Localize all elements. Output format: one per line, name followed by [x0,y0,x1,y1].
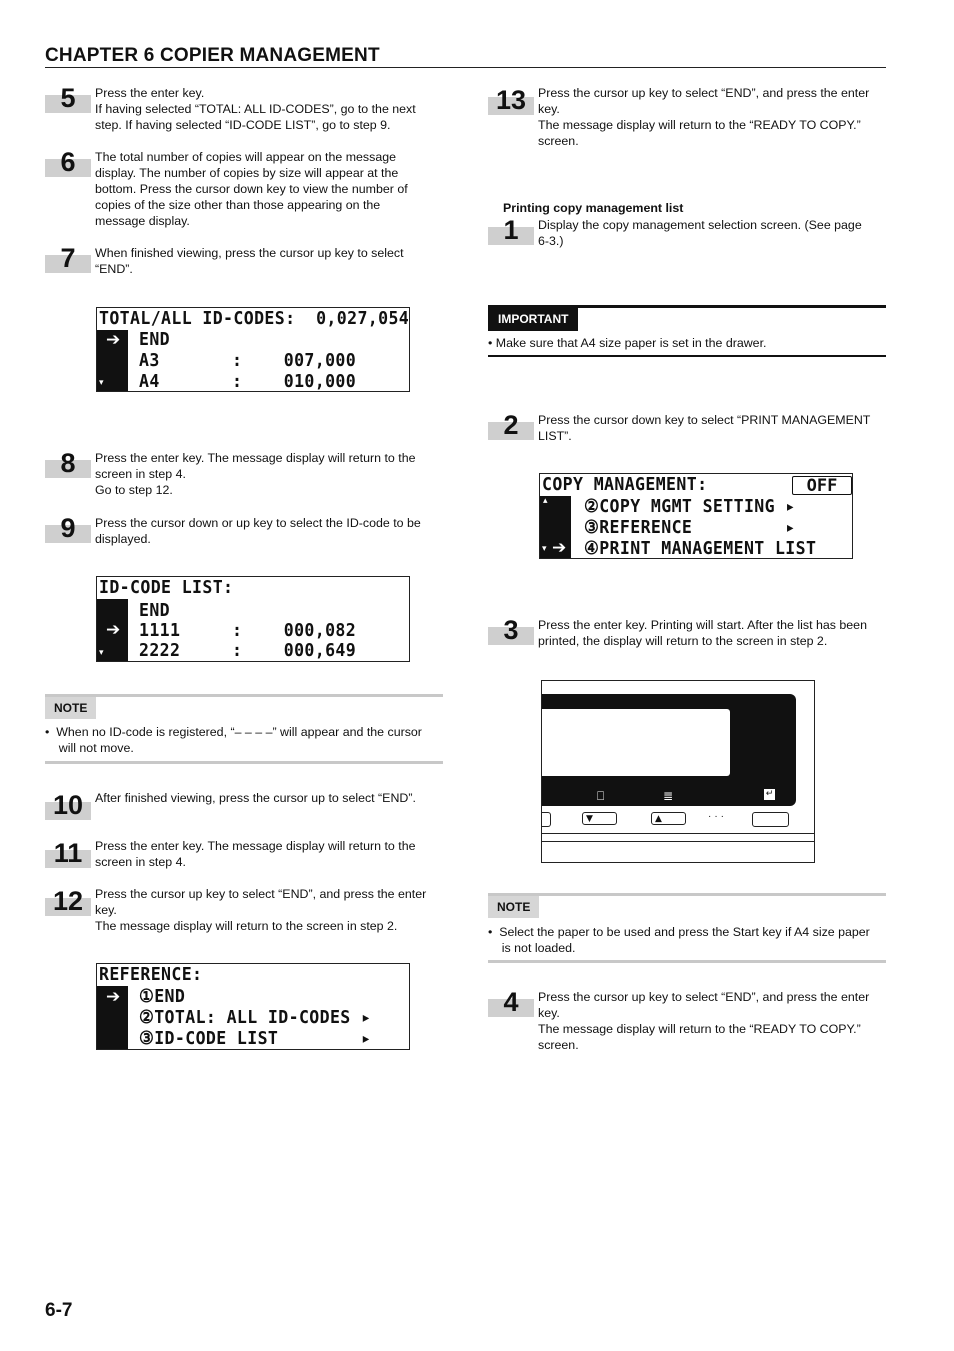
step-text: Display the copy management selection screen. (See page 6-3.) [538,218,862,248]
lcd-row: COPY MANAGEMENT: [542,474,708,495]
cursor-arrow-icon: ➔ [106,330,121,350]
step-number: 5 [60,83,76,113]
panel-rule [542,841,814,842]
enter-key [752,812,789,827]
step-number: 11 [53,838,83,868]
note-top-rule [45,694,443,697]
scroll-updown-icon: ▾ [99,648,104,658]
step-number: 9 [60,513,76,543]
step-text: When finished viewing, press the cursor up key to select “END”. [95,246,404,276]
step-text: Press the enter key. If having selected “TOTAL: ALL ID-CODES”, go to the next step. If having selected “ID-CODE LIST”, go to step 9. [95,86,416,132]
step-text: After finished viewing, press the cursor up to select “END”. [95,791,416,805]
lcd-row: 2222 : 000,649 [139,640,357,661]
step-text: Press the cursor down key to select “PRINT MANAGEMENT LIST”. [538,413,871,443]
cursor-arrow-icon: ➔ [552,538,567,558]
lcd-row: ID-CODE LIST: [99,577,234,598]
step-number: 3 [503,615,519,645]
scroll-down-icon: ▾ [542,544,547,554]
important-text: • Make sure that A4 size paper is set in the drawer. [488,336,767,350]
step-text: Press the enter key. Printing will start. After the list has been printed, the display will return to the screen in step 2. [538,618,867,648]
lcd-row: ④PRINT MANAGEMENT LIST [584,538,817,559]
lcd-row: 1111 : 000,082 [139,620,357,641]
ellipsis-dots-icon: ··· [708,811,727,822]
lcd-copy-management [539,473,853,559]
lcd-row: ③ID-CODE LIST ▸ [139,1028,372,1049]
chapter-title: CHAPTER 6 COPIER MANAGEMENT [45,45,380,66]
lcd-row: TOTAL/ALL ID-CODES: 0,027,054 [99,308,410,329]
note-bottom-rule [45,761,443,764]
status-badge: OFF [792,476,852,495]
lcd-row: END [139,600,171,621]
lcd-row: ②TOTAL: ALL ID-CODES ▸ [139,1007,372,1028]
important-label: IMPORTANT [488,307,578,331]
scroll-down-icon: ▾ [99,378,104,388]
header-rule [45,67,886,68]
note-text: • When no ID-code is registered, “– – – –” will appear and the cursor will not move. [45,725,422,755]
step-text: The total number of copies will appear on the message display. The number of copies by size will appear at the bottom. Press the cursor down key to view the number of copies of the size other than those appearing on the message display. [95,150,408,228]
note-bottom-rule [488,960,886,963]
step-text: Press the cursor up key to select “END”, and press the enter key. The message display will return to the “READY TO COPY.” screen. [538,86,870,148]
step-text: Press the enter key. The message display will return to the screen in step 4. [95,839,416,869]
panel-key-left [541,812,551,827]
lcd-row: A4 : 010,000 [139,371,357,392]
lcd-row: REFERENCE: [99,964,203,985]
step-number: 1 [503,215,519,245]
lcd-row: ①END [139,986,186,1007]
page-number: 6-7 [45,1300,73,1321]
step-number: 4 [503,987,519,1017]
lcd-reference [96,963,410,1050]
panel-message-screen [542,709,730,776]
section-subheading: Printing copy management list [503,201,684,215]
lcd-row: A3 : 007,000 [139,350,357,371]
step-number: 8 [60,448,76,478]
cursor-arrow-icon: ➔ [106,987,121,1007]
step-number: 13 [495,85,527,115]
scroll-up-icon: ▴ [543,496,548,506]
note-top-rule [488,893,886,896]
step-text: Press the enter key. The message display will return to the screen in step 4. Go to step 12. [95,451,416,497]
cursor-arrow-icon: ➔ [106,620,121,640]
list-icon: ≣ [663,789,674,803]
step-text: Press the cursor up key to select “END”, and press the enter key. The message display will return to the screen in step 2. [95,887,427,933]
lcd-row: ②COPY MGMT SETTING ▸ [584,496,796,517]
paper-icon: ⎕ [597,789,605,803]
step-number: 12 [52,886,84,916]
lcd-id-code-list [96,576,410,662]
note-text: • Select the paper to be used and press the Start key if A4 size paper is not loaded. [488,925,870,955]
step-number: 6 [60,147,76,177]
step-text: Press the cursor up key to select “END”, and press the enter key. The message display will return to the “READY TO COPY.” screen. [538,990,870,1052]
lcd-row: ③REFERENCE ▸ [584,517,796,538]
step-number: 2 [503,410,519,440]
note-label: NOTE [488,896,539,918]
step-number: 7 [60,243,76,273]
step-number: 10 [52,790,84,820]
note-label: NOTE [45,697,96,719]
lcd-row: END [139,329,171,350]
step-text: Press the cursor down or up key to select the ID-code to be displayed. [95,516,421,546]
cursor-down-key: ▼ [582,812,617,825]
panel-rule [542,833,814,834]
enter-icon: ↵ [765,789,774,799]
important-bottom-rule [488,355,886,357]
operation-panel-illustration [541,680,815,863]
lcd-total-all-id-codes [96,307,410,392]
cursor-up-key: ▲ [651,812,686,825]
